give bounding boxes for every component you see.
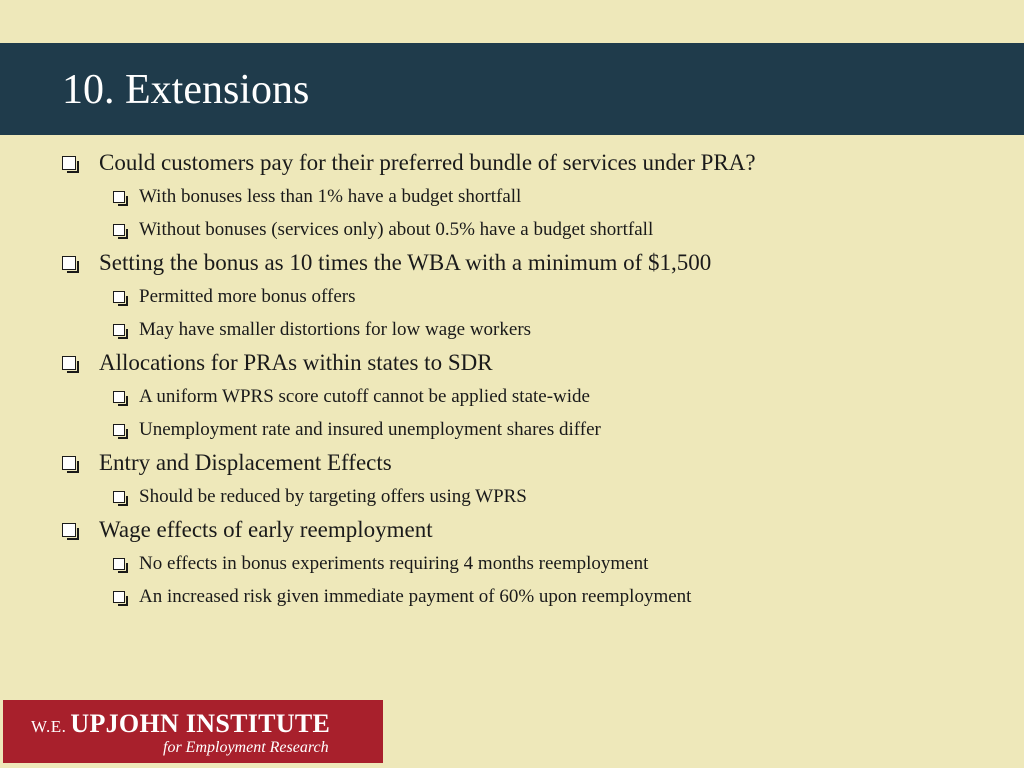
sub-bullet-text: With bonuses less than 1% have a budget shortfall bbox=[139, 185, 522, 207]
square-bullet-icon bbox=[113, 591, 125, 603]
logo-prefix: W.E. bbox=[31, 717, 67, 736]
upjohn-institute-logo bbox=[3, 700, 383, 763]
square-bullet-icon bbox=[62, 456, 76, 470]
sub-bullet-text: Should be reduced by targeting offers using WPRS bbox=[139, 485, 527, 507]
bullet-group bbox=[62, 146, 1002, 246]
square-bullet-icon bbox=[113, 291, 125, 303]
logo-tagline: for Employment Research bbox=[163, 739, 329, 756]
square-bullet-icon bbox=[113, 324, 125, 336]
sub-bullet-text: An increased risk given immediate payment of 60% upon reemployment bbox=[139, 585, 692, 607]
bullet-text: Allocations for PRAs within states to SDR bbox=[99, 350, 493, 375]
square-bullet-icon bbox=[62, 156, 76, 170]
sub-bullet-item bbox=[62, 280, 1002, 313]
square-bullet-icon bbox=[113, 391, 125, 403]
bullet-item bbox=[62, 246, 1002, 280]
square-bullet-icon bbox=[113, 191, 125, 203]
bullet-group bbox=[62, 513, 1002, 613]
bullet-group bbox=[62, 346, 1002, 446]
sub-bullet-text: Without bonuses (services only) about 0.5% have a budget shortfall bbox=[139, 218, 654, 240]
bullet-item bbox=[62, 513, 1002, 547]
sub-bullet-text: Unemployment rate and insured unemployment shares differ bbox=[139, 418, 601, 440]
sub-bullet-text: May have smaller distortions for low wage workers bbox=[139, 318, 532, 340]
bullet-group bbox=[62, 446, 1002, 513]
sub-bullet-item bbox=[62, 180, 1002, 213]
logo-name: UPJOHN INSTITUTE bbox=[70, 709, 331, 738]
bullet-item bbox=[62, 446, 1002, 480]
sub-bullet-item bbox=[62, 580, 1002, 613]
square-bullet-icon bbox=[113, 224, 125, 236]
bullet-group bbox=[62, 246, 1002, 346]
sub-bullet-item bbox=[62, 480, 1002, 513]
square-bullet-icon bbox=[113, 424, 125, 436]
sub-bullet-item bbox=[62, 547, 1002, 580]
sub-bullet-item bbox=[62, 313, 1002, 346]
sub-bullet-text: Permitted more bonus offers bbox=[139, 285, 356, 307]
square-bullet-icon bbox=[62, 523, 76, 537]
bullet-text: Wage effects of early reemployment bbox=[99, 517, 433, 542]
square-bullet-icon bbox=[113, 491, 125, 503]
slide-title: 10. Extensions bbox=[62, 67, 310, 113]
bullet-text: Setting the bonus as 10 times the WBA with a minimum of $1,500 bbox=[99, 250, 712, 275]
square-bullet-icon bbox=[62, 256, 76, 270]
sub-bullet-item bbox=[62, 413, 1002, 446]
bullet-text: Could customers pay for their preferred bundle of services under PRA? bbox=[99, 150, 756, 175]
square-bullet-icon bbox=[62, 356, 76, 370]
bullet-item bbox=[62, 346, 1002, 380]
square-bullet-icon bbox=[113, 558, 125, 570]
bullet-text: Entry and Displacement Effects bbox=[99, 450, 392, 475]
sub-bullet-item bbox=[62, 213, 1002, 246]
sub-bullet-text: No effects in bonus experiments requiring 4 months reemployment bbox=[139, 552, 649, 574]
sub-bullet-item bbox=[62, 380, 1002, 413]
bullet-list bbox=[62, 146, 1002, 613]
bullet-item bbox=[62, 146, 1002, 180]
sub-bullet-text: A uniform WPRS score cutoff cannot be applied state-wide bbox=[139, 385, 590, 407]
